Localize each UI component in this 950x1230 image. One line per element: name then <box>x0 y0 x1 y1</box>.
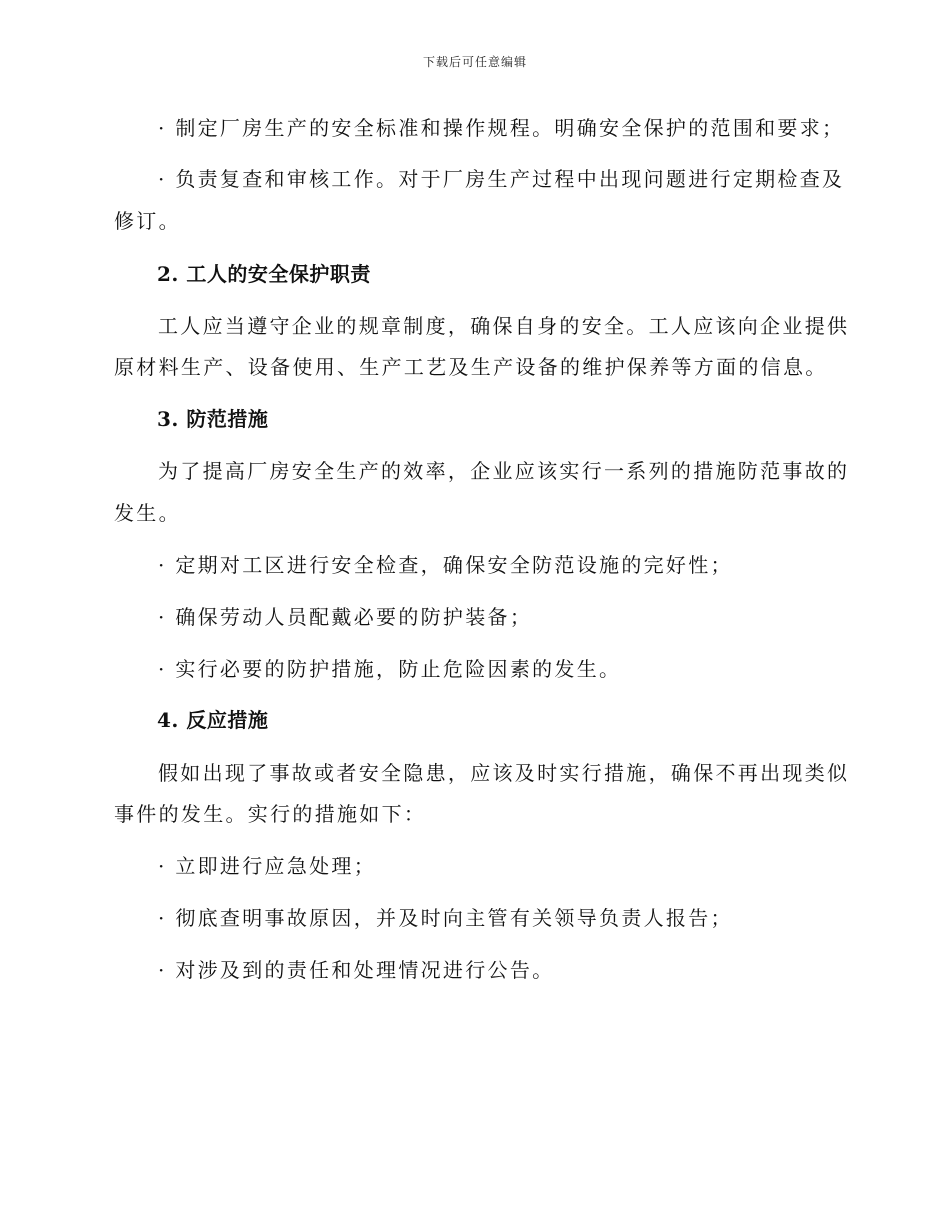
paragraph-line: 假如出现了事故或者安全隐患，应该及时实行措施，确保不再出现类似 <box>158 761 850 785</box>
bullet-item: · 实行必要的防护措施，防止危险因素的发生。 <box>158 657 622 681</box>
bullet-item: · 定期对工区进行安全检查，确保安全防范设施的完好性； <box>158 553 733 577</box>
paragraph-line: 发生。 <box>114 501 181 525</box>
bullet-item: · 彻底查明事故原因，并及时向主管有关领导负责人报告； <box>158 906 733 930</box>
bullet-item: · 负责复查和审核工作。对于厂房生产过程中出现问题进行定期检查及 <box>158 167 845 191</box>
section-heading: 4. 反应措施 <box>157 708 269 732</box>
paragraph-line: 原材料生产、设备使用、生产工艺及生产设备的维护保养等方面的信息。 <box>114 355 828 379</box>
paragraph-line: 修订。 <box>114 209 181 233</box>
bullet-item: · 立即进行应急处理； <box>158 854 377 878</box>
paragraph-line: 事件的发生。实行的措施如下： <box>114 802 427 826</box>
page-header: 下载后可任意编辑 <box>422 55 527 69</box>
paragraph-line: 工人应当遵守企业的规章制度，确保自身的安全。工人应该向企业提供 <box>158 314 850 338</box>
bullet-item: · 对涉及到的责任和处理情况进行公告。 <box>158 958 555 982</box>
section-heading: 2. 工人的安全保护职责 <box>157 262 371 286</box>
section-heading: 3. 防范措施 <box>157 407 269 431</box>
paragraph-line: 为了提高厂房安全生产的效率，企业应该实行一系列的措施防范事故的 <box>158 459 850 483</box>
bullet-item: · 制定厂房生产的安全标准和操作规程。明确安全保护的范围和要求； <box>158 116 845 140</box>
bullet-item: · 确保劳动人员配戴必要的防护装备； <box>158 605 533 629</box>
